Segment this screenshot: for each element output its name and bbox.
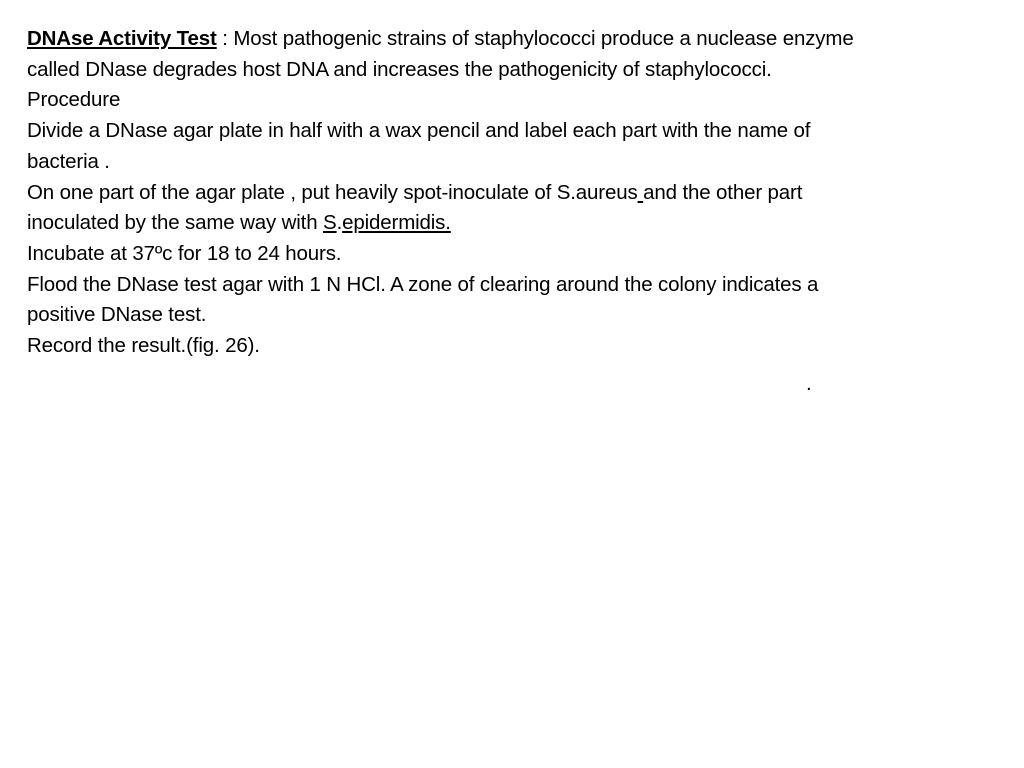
section-title: DNAse Activity Test xyxy=(27,27,217,50)
step5-line xyxy=(27,331,987,362)
step2-line-2 xyxy=(27,208,987,239)
step3-line xyxy=(27,239,987,270)
step2-dot: . xyxy=(336,211,343,235)
intro-text-2: called DNase degrades host DNA and increases the pathogenicity of staphylococci. xyxy=(27,57,772,81)
title-separator: : xyxy=(216,27,234,50)
step4-line-1 xyxy=(27,270,987,301)
intro-line-1 xyxy=(27,24,987,55)
intro-text-1: Most pathogenic strains of staphylococci produce a nuclease enzyme xyxy=(233,27,854,50)
step2-text-2a: inoculated by the same way with xyxy=(27,211,324,235)
step2-text-1a: On one part of the agar plate , put heavily spot-inoculate of S.aureus xyxy=(27,180,638,204)
step1-text-2: bacteria . xyxy=(27,149,110,173)
step2-epidermidis-underlined: epidermidis. xyxy=(342,211,451,235)
step4-text-2: positive DNase test. xyxy=(27,303,207,327)
procedure-heading-text: Procedure xyxy=(27,88,121,112)
stray-dot: . xyxy=(806,372,812,395)
step2-text-1b: and the other part xyxy=(643,180,803,204)
step1-line-2 xyxy=(27,147,987,178)
step1-text-1: Divide a DNase agar plate in half with a wax pencil and label each part with the name of xyxy=(27,119,811,143)
step2-line-1 xyxy=(27,178,987,209)
step1-line-1 xyxy=(27,116,987,147)
slide-text-block xyxy=(27,24,987,362)
procedure-heading xyxy=(27,85,987,116)
step2-s-underlined: S xyxy=(323,211,337,235)
step3-text: Incubate at 37ºc for 18 to 24 hours. xyxy=(27,241,342,265)
step4-line-2 xyxy=(27,300,987,331)
step4-text-1: Flood the DNase test agar with 1 N HCl. A zone of clearing around the colony indicates a xyxy=(27,272,819,296)
step5-text: Record the result.(fig. 26). xyxy=(27,334,260,358)
intro-line-2 xyxy=(27,55,987,86)
